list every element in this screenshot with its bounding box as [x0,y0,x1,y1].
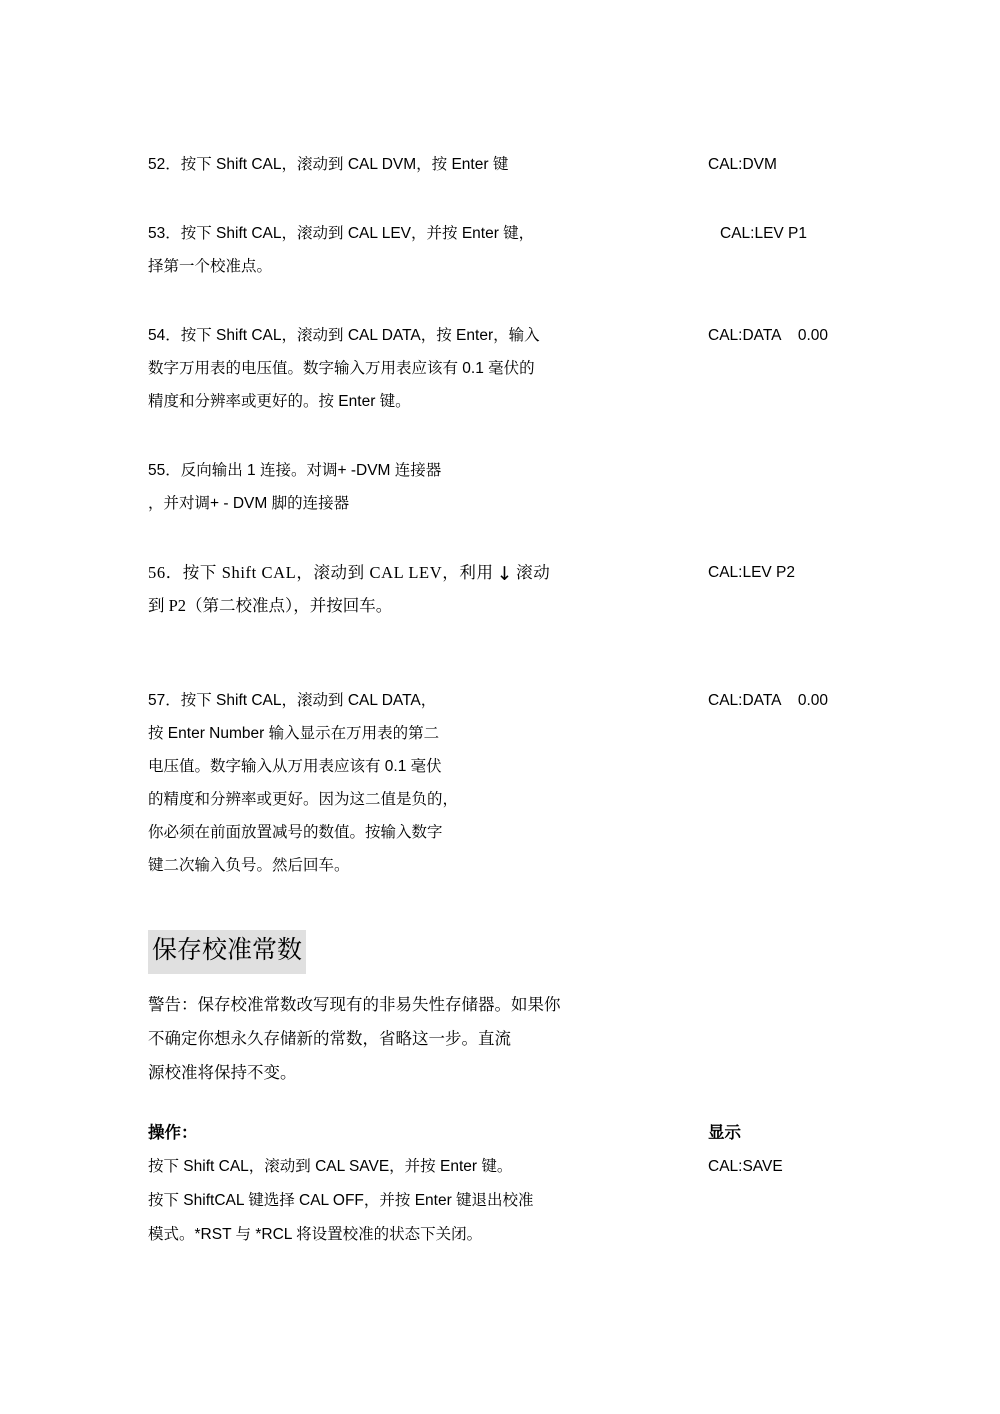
step-52-body [148,148,618,181]
step-53-line-2: 择第一个校准点。 [148,258,273,275]
spacer [148,644,874,684]
table-row [148,1150,874,1184]
step-57-display: CAL:DATA 0.00 [708,692,829,709]
step-54-display: CAL:DATA 0.00 [708,327,829,344]
step-56-body [148,556,618,622]
down-arrow-icon: ↓ [496,563,514,585]
step-54 [148,319,874,418]
step-53-display: CAL:LEV P1 [720,225,808,242]
step-52-display: CAL:DVM [708,156,777,173]
warning-line-3: 源校准将保持不变。 [148,1063,297,1082]
step-54-body [148,319,618,418]
step-56-display: CAL:LEV P2 [708,564,796,581]
step-57-line-3: 电压值。数字输入从万用表应该有 0.1 毫伏 [148,758,442,775]
row-1-text: 按下 Shift CAL，滚动到 CAL SAVE，并按 Enter 键。 [148,1158,513,1175]
step-54-line-1: 54．按下 Shift CAL，滚动到 CAL DATA，按 Enter，输入 [148,327,540,344]
section-heading: 保存校准常数 [148,930,306,974]
warning-line-1: 警告：保存校准常数改写现有的非易失性存储器。如果你 [148,995,561,1014]
step-54-line-3: 精度和分辨率或更好的。按 Enter 键。 [148,393,411,410]
step-54-line-2: 数字万用表的电压值。数字输入万用表应该有 0.1 毫伏的 [148,360,535,377]
step-57-line-4: 的精度和分辨率或更好。因为这二值是负的， [148,791,459,808]
step-52-line-1: 52．按下 Shift CAL，滚动到 CAL DVM，按 Enter 键 [148,156,509,173]
step-53 [148,217,874,283]
spacer [148,542,874,556]
operation-header-row [148,1116,874,1150]
step-56-line-1 [148,556,618,589]
step-56-line-2: 到 P2（第二校准点），并按回车。 [148,596,393,615]
spacer [148,904,874,930]
row-2-text: 按下 ShiftCAL 键选择 CAL OFF，并按 Enter 键退出校准 [148,1192,534,1209]
operation-table [148,1116,874,1252]
step-57-line-1: 57．按下 Shift CAL，滚动到 CAL DATA， [148,692,437,709]
step-52 [148,148,874,181]
warning-line-2: 不确定你想永久存储新的常数，省略这一步。直流 [148,1029,511,1048]
step-55 [148,454,874,520]
spacer [148,1090,874,1116]
operation-label: 操作： [148,1123,198,1142]
spacer [148,440,874,454]
step-56-text-pre: 56．按下 Shift CAL，滚动到 CAL LEV，利用 [148,563,494,582]
step-57-line-2: 按 Enter Number 输入显示在万用表的第二 [148,725,440,742]
row-3-text: 模式。*RST 与 *RCL 将设置校准的状态下关闭。 [148,1226,483,1243]
table-row [148,1218,874,1252]
step-57-line-6: 键二次输入负号。然后回车。 [148,857,350,874]
spacer [148,974,874,988]
step-56 [148,556,874,622]
step-56-text-post: 滚动 [516,563,551,582]
table-row [148,1184,874,1218]
warning-paragraph [148,988,618,1090]
step-55-line-1: 55．反向输出 1 连接。对调+ -DVM 连接器 [148,462,442,479]
display-label: 显示 [708,1123,741,1142]
spacer [148,203,874,217]
step-55-body [148,454,618,520]
step-53-line-1: 53．按下 Shift CAL，滚动到 CAL LEV，并按 Enter 键， [148,225,535,242]
step-57 [148,684,874,882]
step-55-line-2: ，并对调+ - DVM 脚的连接器 [148,495,350,512]
document-content [148,148,874,1252]
step-53-body [148,217,618,283]
step-57-body [148,684,618,882]
step-57-line-5: 你必须在前面放置减号的数值。按输入数字 [148,824,443,841]
row-1-display: CAL:SAVE [708,1158,783,1175]
spacer [148,305,874,319]
